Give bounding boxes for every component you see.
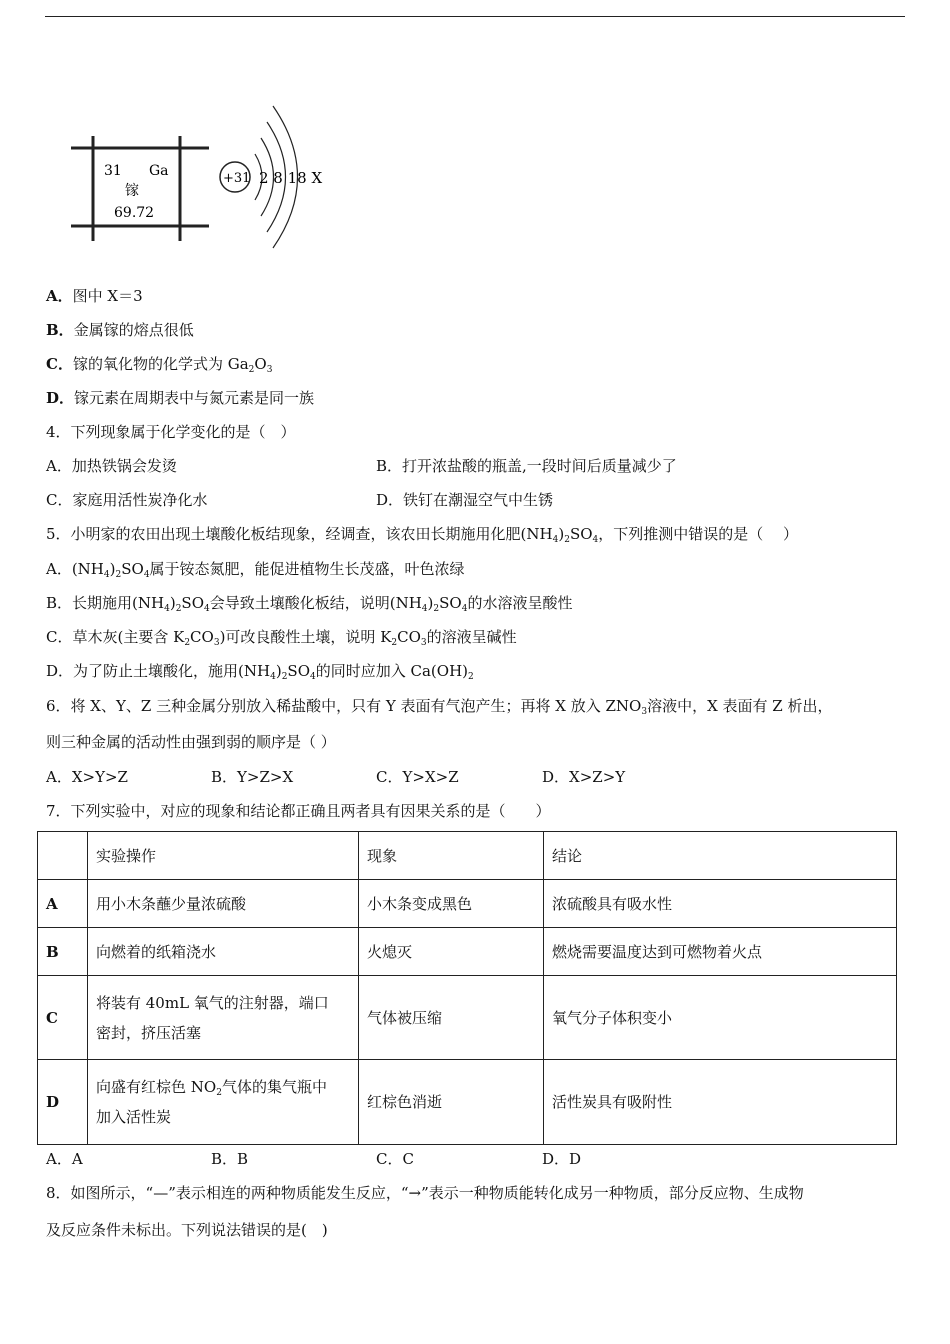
conclusion-cell: 氧气分子体积变小: [544, 976, 897, 1060]
q5-stem: 5．小明家的农田出现土壤酸化板结现象，经调查，该农田长期施用化肥$(NH_4)_2SO_4$，下列推测中错误的是（ ）: [46, 525, 799, 545]
q7-option-a: A．A: [46, 1150, 83, 1168]
q5-option-b: B．长期施用$(NH_4)_2SO_4$会导致土壤酸化板结，说明$(NH_4)_2SO_4$的水溶液呈酸性: [46, 594, 573, 614]
q3-option-a: A．图中 X＝3: [46, 287, 143, 305]
operation-cell: 将装有 40mL 氧气的注射器，端口 密封，挤压活塞: [88, 976, 359, 1060]
q7-stem: 7．下列实验中，对应的现象和结论都正确且两者具有因果关系的是（ ）: [46, 802, 551, 820]
cell-name: 镓: [125, 183, 139, 199]
cell-mass: 69.72: [114, 205, 155, 221]
phenomenon-cell: 小木条变成黑色: [359, 880, 544, 928]
operation-cell: 向燃着的纸箱浇水: [88, 928, 359, 976]
row-label: A: [38, 880, 88, 928]
q5-option-d: D．为了防止土壤酸化，施用$(NH_4)_2SO_4$的同时应加入 $Ca(OH)_2$: [46, 662, 474, 682]
experiment-table: [37, 831, 897, 1145]
q6-option-d: D．X>Z>Y: [542, 768, 626, 786]
q7-option-c: C．C: [376, 1150, 414, 1168]
header-cell: 实验操作: [88, 832, 359, 880]
q6-option-c: C．Y>X>Z: [376, 768, 459, 786]
conclusion-cell: 浓硫酸具有吸水性: [544, 880, 897, 928]
cell-symbol: Ga: [149, 163, 169, 179]
table-row: [38, 928, 897, 976]
header-cell: [38, 832, 88, 880]
shell-electrons: 2 8 18 X: [259, 169, 323, 187]
header-cell: 结论: [544, 832, 897, 880]
conclusion-cell: 燃烧需要温度达到可燃物着火点: [544, 928, 897, 976]
header-rule: [45, 16, 905, 17]
phenomenon-cell: 红棕色消逝: [359, 1060, 544, 1145]
nucleus-charge: +31: [223, 171, 251, 186]
row-label: C: [38, 976, 88, 1060]
table-row: [38, 976, 897, 1060]
phenomenon-cell: 火熄灭: [359, 928, 544, 976]
operation-cell: 用小木条蘸少量浓硫酸: [88, 880, 359, 928]
q4-option-c: C．家庭用活性炭净化水: [46, 491, 208, 509]
operation-cell: 向盛有红棕色 $NO_2$气体的集气瓶中 加入活性炭: [88, 1060, 359, 1145]
conclusion-cell: 活性炭具有吸附性: [544, 1060, 897, 1145]
gallium-figure: [64, 96, 344, 251]
q7-option-b: B．B: [211, 1150, 249, 1168]
q7-option-d: D．D: [542, 1150, 582, 1168]
cell-number: 31: [104, 163, 122, 179]
q4-option-d: D．铁钉在潮湿空气中生锈: [376, 491, 554, 509]
q3-option-b: B．金属镓的熔点很低: [46, 321, 194, 339]
q4-stem: 4．下列现象属于化学变化的是（ ）: [46, 423, 296, 441]
q5-option-a: A．$(NH_4)_2SO_4$属于铵态氮肥，能促进植物生长茂盛，叶色浓绿: [46, 560, 465, 580]
q6-option-a: A．X>Y>Z: [46, 768, 128, 786]
table-header-row: [38, 832, 897, 880]
q6-stem-line1: 6．将 X、Y、Z 三种金属分别放入稀盐酸中，只有 Y 表面有气泡产生；再将 X 放入 $ZNO_3$溶液中，X 表面有 Z 析出，: [46, 697, 833, 717]
q6-option-b: B．Y>Z>X: [211, 768, 294, 786]
q8-stem-line1: 8．如图所示，“—”表示相连的两种物质能发生反应，“→”表示一种物质能转化成另一种物质，部分反应物、生成物: [46, 1184, 804, 1202]
row-label: D: [38, 1060, 88, 1145]
q6-stem-line2: 则三种金属的活动性由强到弱的顺序是（ ）: [46, 733, 336, 751]
q5-option-c: C．草木灰(主要含 $K_2CO_3$)可改良酸性土壤，说明 $K_2CO_3$的溶液呈碱性: [46, 628, 517, 648]
header-cell: 现象: [359, 832, 544, 880]
q3-option-d: D．镓元素在周期表中与氮元素是同一族: [46, 389, 315, 407]
q4-option-a: A．加热铁锅会发烫: [46, 457, 177, 475]
q3-option-c: C．镓的氧化物的化学式为 $Ga_2O_3$: [46, 355, 273, 375]
q4-option-b: B．打开浓盐酸的瓶盖,一段时间后质量减少了: [376, 457, 677, 475]
row-label: B: [38, 928, 88, 976]
table-row: [38, 1060, 897, 1145]
q8-stem-line2: 及反应条件未标出。下列说法错误的是( ): [46, 1221, 328, 1239]
table-row: [38, 880, 897, 928]
phenomenon-cell: 气体被压缩: [359, 976, 544, 1060]
